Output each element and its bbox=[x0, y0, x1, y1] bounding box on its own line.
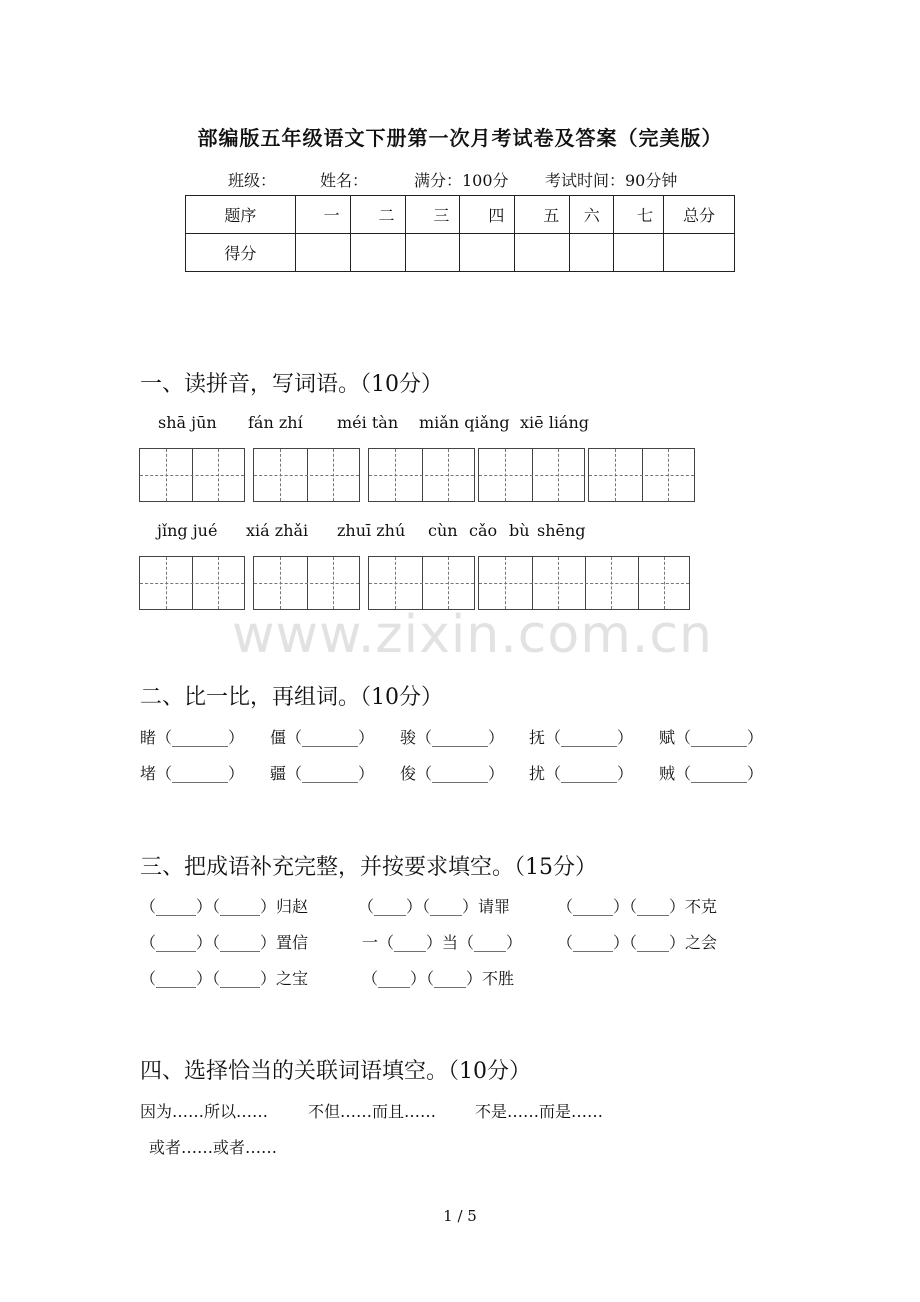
score-input-cell[interactable] bbox=[295, 234, 350, 272]
name-label: 姓名： bbox=[320, 171, 369, 190]
compare-item[interactable]: 俊（_______） bbox=[400, 764, 505, 783]
compare-item[interactable]: 扰（_______） bbox=[529, 764, 634, 783]
score-header-cell: 三 bbox=[405, 196, 460, 234]
score-header-cell: 题序 bbox=[186, 196, 296, 234]
score-table bbox=[185, 195, 735, 272]
pinyin-label: zhuī zhú bbox=[337, 521, 406, 540]
exam-title: 部编版五年级语文下册第一次月考试卷及答案（完美版） bbox=[197, 126, 723, 150]
writing-grid[interactable] bbox=[139, 448, 245, 502]
pinyin-label: cǎo bbox=[469, 521, 498, 540]
idiom-item[interactable]: （_____）（_____）置信 bbox=[140, 933, 309, 952]
score-table-score-row bbox=[186, 234, 735, 272]
pinyin-label: méi tàn bbox=[337, 413, 399, 432]
pinyin-label: fán zhí bbox=[248, 413, 303, 432]
score-header-cell: 二 bbox=[350, 196, 405, 234]
score-table-header-row bbox=[186, 196, 735, 234]
writing-grid[interactable] bbox=[368, 556, 475, 610]
idiom-item[interactable]: （_____）（____）不克 bbox=[557, 897, 718, 916]
compare-item[interactable]: 贼（_______） bbox=[659, 764, 764, 783]
compare-item[interactable]: 僵（_______） bbox=[270, 728, 375, 747]
page-number: 1 / 5 bbox=[443, 1207, 477, 1225]
conjunction-option: 或者……或者…… bbox=[149, 1138, 278, 1157]
score-header-cell: 七 bbox=[614, 196, 664, 234]
pinyin-label: miǎn qiǎng bbox=[419, 413, 510, 432]
score-input-cell[interactable] bbox=[664, 234, 735, 272]
score-input-cell[interactable] bbox=[515, 234, 570, 272]
idiom-item[interactable]: 一（____）当（____） bbox=[362, 933, 523, 952]
writing-grid[interactable] bbox=[478, 448, 585, 502]
pinyin-label: shā jūn bbox=[158, 413, 217, 432]
score-input-cell[interactable] bbox=[570, 234, 614, 272]
writing-grid[interactable] bbox=[253, 556, 360, 610]
section4-heading: 四、选择恰当的关联词语填空。（10分） bbox=[140, 1059, 531, 1084]
pinyin-label: shēng bbox=[537, 521, 586, 540]
idiom-item[interactable]: （____）（____）不胜 bbox=[362, 969, 515, 988]
score-input-cell[interactable] bbox=[614, 234, 664, 272]
pinyin-label: xiē liáng bbox=[520, 413, 590, 432]
section3-heading: 三、把成语补充完整，并按要求填空。（15分） bbox=[140, 855, 597, 880]
score-input-cell[interactable] bbox=[405, 234, 460, 272]
compare-item[interactable]: 赋（_______） bbox=[659, 728, 764, 747]
watermark: www.zixin.com.cn bbox=[232, 605, 713, 665]
score-header-cell: 一 bbox=[295, 196, 350, 234]
score-row-label: 得分 bbox=[186, 234, 296, 272]
compare-item[interactable]: 睹（_______） bbox=[140, 728, 245, 747]
full-score-label: 满分：100分 bbox=[414, 171, 509, 190]
score-input-cell[interactable] bbox=[350, 234, 405, 272]
score-input-cell[interactable] bbox=[460, 234, 515, 272]
pinyin-label: cùn bbox=[428, 521, 458, 540]
writing-grid[interactable] bbox=[588, 448, 695, 502]
compare-item[interactable]: 堵（_______） bbox=[140, 764, 245, 783]
idiom-item[interactable]: （____）（____）请罪 bbox=[358, 897, 511, 916]
score-header-cell: 六 bbox=[570, 196, 614, 234]
section1-heading: 一、读拼音，写词语。（10分） bbox=[140, 372, 443, 397]
class-label: 班级： bbox=[228, 171, 277, 190]
score-header-cell: 五 bbox=[515, 196, 570, 234]
idiom-item[interactable]: （_____）（_____）归赵 bbox=[140, 897, 309, 916]
exam-time-label: 考试时间：90分钟 bbox=[545, 171, 678, 190]
score-header-cell: 总分 bbox=[664, 196, 735, 234]
conjunction-option: 不但……而且…… bbox=[308, 1102, 437, 1121]
compare-item[interactable]: 抚（_______） bbox=[529, 728, 634, 747]
pinyin-label: jǐng jué bbox=[157, 521, 218, 540]
compare-item[interactable]: 疆（_______） bbox=[270, 764, 375, 783]
section2-heading: 二、比一比，再组词。（10分） bbox=[140, 685, 443, 710]
writing-grid[interactable] bbox=[368, 448, 475, 502]
pinyin-label: xiá zhǎi bbox=[246, 521, 309, 540]
writing-grid[interactable] bbox=[139, 556, 245, 610]
conjunction-option: 不是……而是…… bbox=[475, 1102, 604, 1121]
writing-grid[interactable] bbox=[478, 556, 690, 610]
idiom-item[interactable]: （_____）（_____）之宝 bbox=[140, 969, 309, 988]
idiom-item[interactable]: （_____）（____）之会 bbox=[557, 933, 718, 952]
writing-grid[interactable] bbox=[253, 448, 360, 502]
compare-item[interactable]: 骏（_______） bbox=[400, 728, 505, 747]
score-header-cell: 四 bbox=[460, 196, 515, 234]
conjunction-option: 因为……所以…… bbox=[140, 1102, 269, 1121]
pinyin-label: bù bbox=[509, 521, 530, 540]
